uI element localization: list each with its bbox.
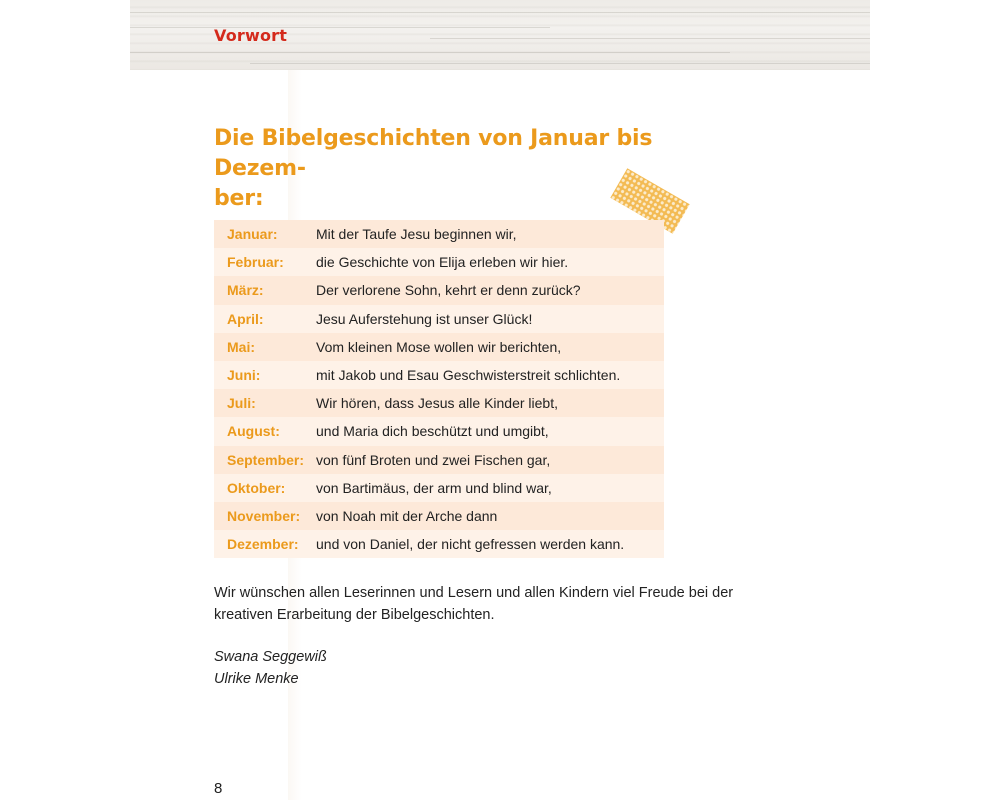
month-line: Der verlorene Sohn, kehrt er denn zurück? — [316, 282, 581, 299]
month-label: Juli: — [227, 395, 256, 412]
table-row — [214, 333, 664, 361]
month-line: und von Daniel, der nicht gefressen werden kann. — [316, 536, 625, 553]
month-label: August: — [227, 423, 280, 440]
signature-block — [214, 646, 327, 690]
month-line: von fünf Broten und zwei Fischen gar, — [316, 451, 551, 468]
month-line: mit Jakob und Esau Geschwisterstreit schlichten. — [316, 367, 621, 384]
month-label: Mai: — [227, 338, 255, 355]
month-label: November: — [227, 507, 301, 524]
months-table — [214, 220, 664, 558]
closing-line-2: kreativen Erarbeitung der Bibelgeschichten. — [214, 607, 495, 623]
month-line: von Bartimäus, der arm und blind war, — [316, 479, 552, 496]
signature-2: Ulrike Menke — [214, 671, 299, 687]
signature-1: Swana Seggewiß — [214, 649, 327, 665]
table-row — [214, 417, 664, 445]
closing-line-1: Wir wünschen allen Leserinnen und Lesern und allen Kindern viel Freude bei der — [214, 585, 734, 601]
table-row — [214, 502, 664, 530]
book-page — [130, 0, 870, 800]
month-label: Oktober: — [227, 479, 286, 496]
table-row — [214, 220, 664, 248]
page-number: 8 — [214, 780, 223, 797]
month-label: März: — [227, 282, 264, 299]
month-line: Mit der Taufe Jesu beginnen wir, — [316, 226, 517, 243]
month-line: Jesu Auferstehung ist unser Glück! — [316, 310, 533, 327]
month-label: Januar: — [227, 226, 278, 243]
wood-header-band — [130, 0, 870, 70]
section-title: Vorwort — [214, 26, 288, 45]
heading-line-1: Die Bibelgeschichten von Januar bis Dezem- — [214, 126, 653, 181]
month-label: Juni: — [227, 367, 261, 384]
month-label: September: — [227, 451, 305, 468]
table-row — [214, 305, 664, 333]
month-label: Februar: — [227, 254, 284, 271]
table-row — [214, 361, 664, 389]
table-row — [214, 446, 664, 474]
closing-paragraph — [214, 582, 774, 626]
table-row — [214, 530, 664, 558]
heading-line-2: ber: — [214, 186, 264, 211]
month-line: Vom kleinen Mose wollen wir berichten, — [316, 338, 562, 355]
table-row — [214, 389, 664, 417]
month-line: die Geschichte von Elija erleben wir hier. — [316, 254, 569, 271]
table-row — [214, 276, 664, 304]
month-line: Wir hören, dass Jesus alle Kinder liebt, — [316, 395, 558, 412]
month-label: Dezember: — [227, 536, 299, 553]
month-label: April: — [227, 310, 264, 327]
table-row — [214, 474, 664, 502]
table-row — [214, 248, 664, 276]
month-line: und Maria dich beschützt und umgibt, — [316, 423, 549, 440]
month-line: von Noah mit der Arche dann — [316, 507, 498, 524]
